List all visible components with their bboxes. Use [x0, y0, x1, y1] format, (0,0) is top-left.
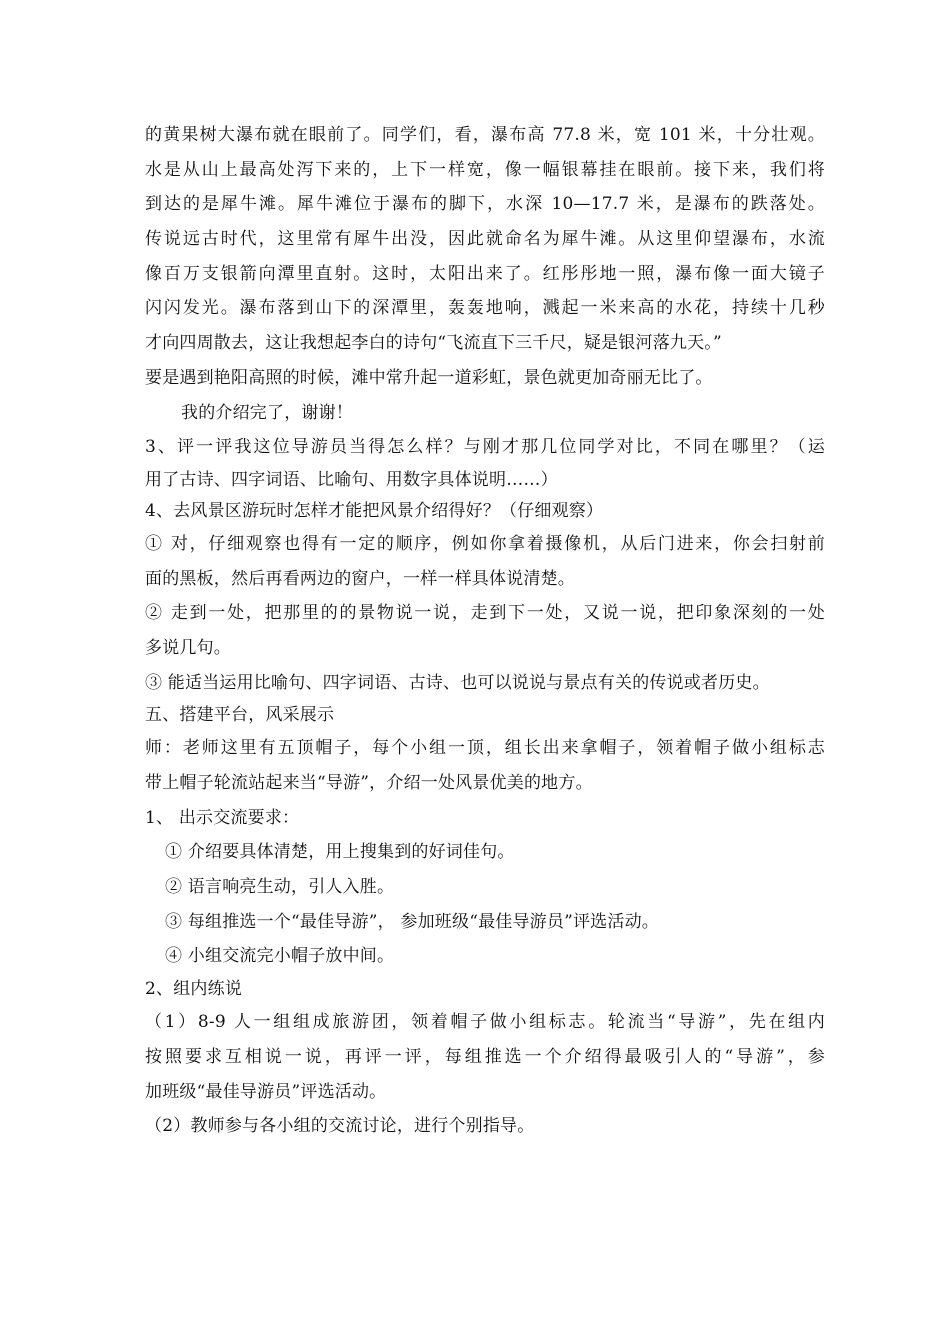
section-4-heading: 4、去风景区游玩时怎样才能把风景介绍得好？（仔细观察）	[145, 500, 604, 521]
list-item-1: ① 对，仔细观察也得有一定的顺序，例如你拿着摄像机，从后门进来，你会扫射前	[145, 533, 825, 554]
list-item-1: 面的黑板，然后再看两边的窗户，一样一样具体说清楚。	[145, 568, 575, 589]
requirement-item: ④ 小组交流完小帽子放中间。	[165, 946, 395, 967]
requirement-heading: 1、 出示交流要求：	[145, 807, 300, 828]
closing-line: 我的介绍完了，谢谢！	[181, 402, 353, 423]
list-item-2: ② 走到一处，把那里的的景物说一说，走到下一处，又说一说，把印象深刻的一处	[145, 603, 825, 624]
list-item-3: ③ 能适当运用比喻句、四字词语、古诗、也可以说说与景点有关的传说或者历史。	[145, 672, 770, 693]
paragraph-line: 闪闪发光。瀑布落到山下的深潭里，轰轰地响，溅起一米来高的水花，持续十几秒	[145, 298, 825, 319]
paragraph-line: 像百万支银箭向潭里直射。这时，太阳出来了。红彤彤地一照，瀑布像一面大镜子	[145, 263, 825, 284]
paragraph-line: 要是遇到艳阳高照的时候，滩中常升起一道彩虹，景色就更加奇丽无比了。	[145, 367, 713, 388]
paragraph-line: 到达的是犀牛滩。犀牛滩位于瀑布的脚下，水深 10—17.7 米，是瀑布的跌落处。	[145, 194, 825, 215]
requirement-item: ③ 每组推选一个“最佳导游”， 参加班级“最佳导游员”评选活动。	[165, 911, 659, 932]
section-3-line: 用了古诗、四字词语、比喻句、用数字具体说明……）	[145, 469, 558, 490]
list-item-2: 多说几句。	[145, 637, 231, 658]
practice-line: 加班级“最佳导游员”评选活动。	[145, 1081, 387, 1102]
teacher-line: 带上帽子轮流站起来当“导游”，介绍一处风景优美的地方。	[145, 773, 593, 793]
practice-line: 按照要求互相说一说，再评一评，每组推选一个介绍得最吸引人的“导游”，参	[145, 1046, 825, 1067]
practice-line: （1）8-9 人一组组成旅游团，领着帽子做小组标志。轮流当“导游”，先在组内	[145, 1012, 825, 1033]
section-5-heading: 五、搭建平台，风采展示	[145, 705, 335, 726]
section-3-line: 3、评一评我这位导游员当得怎么样？与刚才那几位同学对比，不同在哪里？（运	[145, 437, 825, 458]
paragraph-line: 的黄果树大瀑布就在眼前了。同学们，看，瀑布高 77.8 米，宽 101 米，十分壮观。	[145, 125, 825, 145]
requirement-item: ① 介绍要具体清楚，用上搜集到的好词佳句。	[165, 842, 515, 863]
practice-line: （2）教师参与各小组的交流讨论，进行个别指导。	[145, 1116, 535, 1137]
practice-heading: 2、组内练说	[145, 979, 243, 1000]
requirement-item: ② 语言响亮生动，引人入胜。	[165, 877, 395, 898]
paragraph-line: 水是从山上最高处泻下来的，上下一样宽，像一幅银幕挂在眼前。接下来，我们将	[145, 159, 825, 180]
teacher-line: 师：老师这里有五顶帽子，每个小组一顶，组长出来拿帽子，领着帽子做小组标志	[145, 738, 825, 759]
document-body	[145, 118, 825, 1144]
paragraph-line: 传说远古时代，这里常有犀牛出没，因此就命名为犀牛滩。从这里仰望瀑布，水流	[145, 229, 825, 250]
paragraph-line: 才向四周散去，这让我想起李白的诗句“飞流直下三千尺，疑是银河落九天。”	[145, 333, 722, 354]
